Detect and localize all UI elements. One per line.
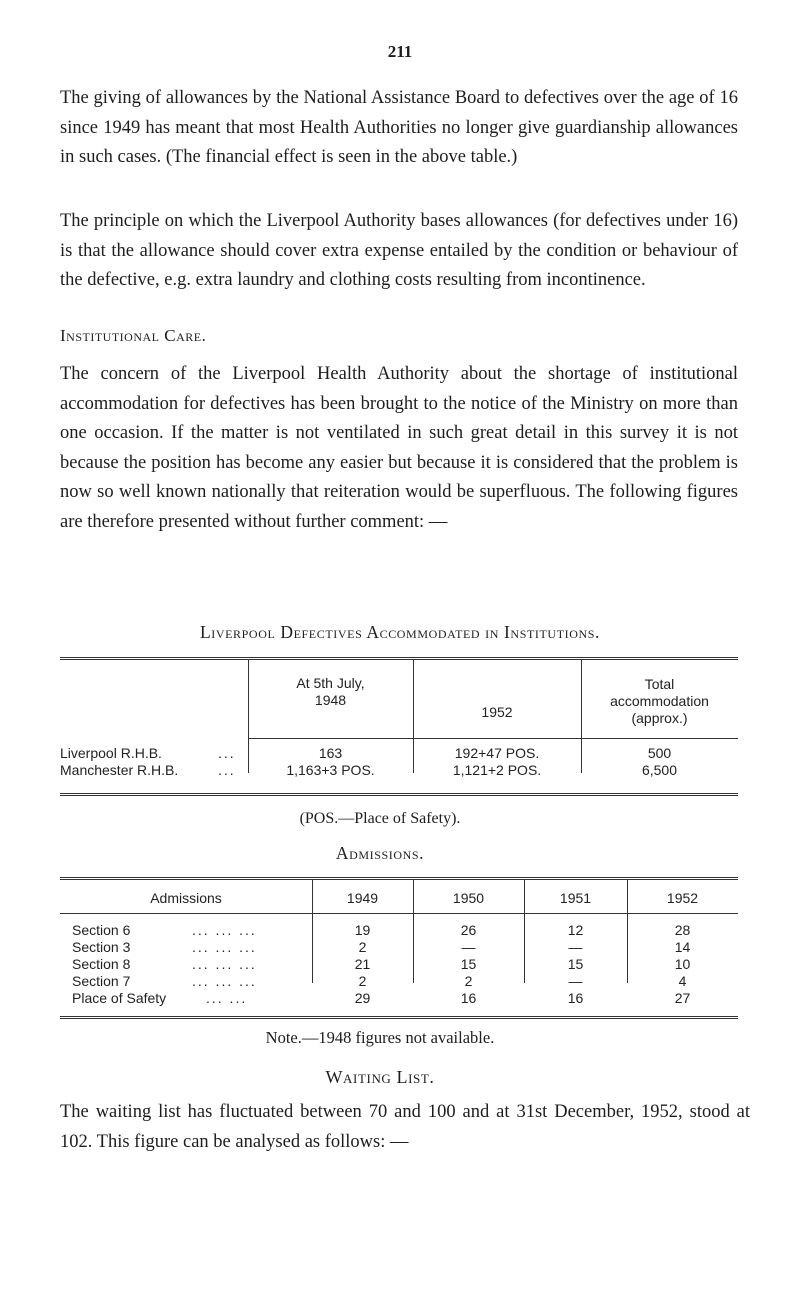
paragraph-institutional-care: The concern of the Liverpool Health Authority about the shortage of institutional accommodation for defectives has been brought to the notice of the Ministry on more than one occasion. If the matter is not ventilated in such great detail in this survey it is not because the position has become any easier but because it is considered that the problem is now so well known nationally that reiteration would be superfluous. The following figures are therefore presented without further comment: — [60, 364, 738, 532]
paragraph-waiting-list: The waiting list has fluctuated between 70 and 100 and at 31st December, 1952, stood at 102. This figure can be analysed as follows: — [60, 1102, 750, 1152]
table2-cell: — [568, 973, 583, 989]
table-row [60, 762, 178, 779]
table2-bottom-rule [60, 1016, 738, 1019]
row-label: Section 7 [72, 973, 131, 989]
page-number: 211 [387, 42, 413, 61]
table1-header-1952: 1952 [481, 704, 513, 720]
table-row [60, 745, 162, 762]
table1-cell: 192+47 POS. [454, 745, 540, 761]
row-dots: ... ... ... [192, 922, 257, 938]
table2-header-rule [60, 913, 738, 914]
table2-cell: 14 [674, 939, 691, 955]
row-label: Manchester R.H.B. [60, 762, 179, 778]
table2-header-1950: 1950 [452, 890, 485, 906]
table2-cell: 12 [567, 922, 584, 938]
row-dots: ... [218, 762, 236, 778]
table2-title: Admissions. [335, 843, 425, 863]
table2-cell: 28 [674, 922, 691, 938]
row-dots: ... ... ... [192, 939, 257, 955]
table1-top-rule [60, 657, 738, 660]
row-dots: ... ... [206, 990, 248, 1006]
table2-cell: 16 [567, 990, 584, 1006]
table2-cell: 27 [674, 990, 691, 1006]
table2-header-1951: 1951 [559, 890, 592, 906]
table1-header-total: Total accommodation (approx.) [610, 676, 709, 726]
table1-cell: 163 [318, 745, 343, 761]
table2-header-1952: 1952 [666, 890, 699, 906]
table2-cell: 29 [354, 990, 371, 1006]
table1-cell: 1,163+3 POS. [286, 762, 375, 778]
row-dots: ... [218, 745, 236, 761]
table2-cell: 4 [678, 973, 687, 989]
section-heading-institutional-care: Institutional Care. [60, 326, 207, 345]
table1-cell: 500 [647, 745, 672, 761]
table2-top-rule [60, 877, 738, 880]
table1-cell: 6,500 [641, 762, 678, 778]
table2-cell: 21 [354, 956, 371, 972]
table2-cell: 2 [358, 939, 367, 955]
table2-header-admissions: Admissions [150, 890, 222, 906]
row-dots: ... ... ... [192, 956, 257, 972]
row-label: Liverpool R.H.B. [60, 745, 162, 761]
table2-cell: 15 [460, 956, 477, 972]
table1-cell: 1,121+2 POS. [452, 762, 542, 778]
table1-header-1948: At 5th July, 1948 [296, 675, 365, 708]
row-label: Section 6 [72, 922, 131, 938]
table2-cell: — [568, 939, 583, 955]
table2-cell: 19 [354, 922, 371, 938]
table2-cell: — [461, 939, 476, 955]
table2-cell: 16 [460, 990, 477, 1006]
table2-cell: 2 [464, 973, 473, 989]
table1-footnote: (POS.—Place of Safety). [299, 810, 461, 827]
table1-bottom-rule [60, 793, 738, 796]
table2-cell: 26 [460, 922, 477, 938]
table1-title: Liverpool Defectives Accommodated in Institutions. [199, 622, 601, 642]
paragraph-allowances: The giving of allowances by the National Assistance Board to defectives over the age of 16 since 1949 has meant that most Health Authorities no longer give guardianship allowances in such cases. (The financial effect is seen in the above table.) [60, 88, 738, 167]
table2-note: Note.—1948 figures not available. [265, 1028, 495, 1047]
table2-cell: 2 [358, 973, 367, 989]
row-label: Place of Safety [72, 990, 167, 1006]
row-label: Section 3 [72, 939, 131, 955]
table2-cell: 15 [567, 956, 584, 972]
waiting-list-heading: Waiting List. [325, 1067, 435, 1087]
paragraph-principle: The principle on which the Liverpool Authority bases allowances (for defectives under 16) is that the allowance should cover extra expense entailed by the condition or behaviour of the defective, e.g. extra laundry and clothing costs resulting from incontinence. [60, 211, 738, 290]
row-dots: ... ... ... [192, 973, 257, 989]
table2-cell: 10 [674, 956, 691, 972]
table2-header-1949: 1949 [346, 890, 379, 906]
table1-header-rule [248, 738, 738, 739]
row-label: Section 8 [72, 956, 131, 972]
